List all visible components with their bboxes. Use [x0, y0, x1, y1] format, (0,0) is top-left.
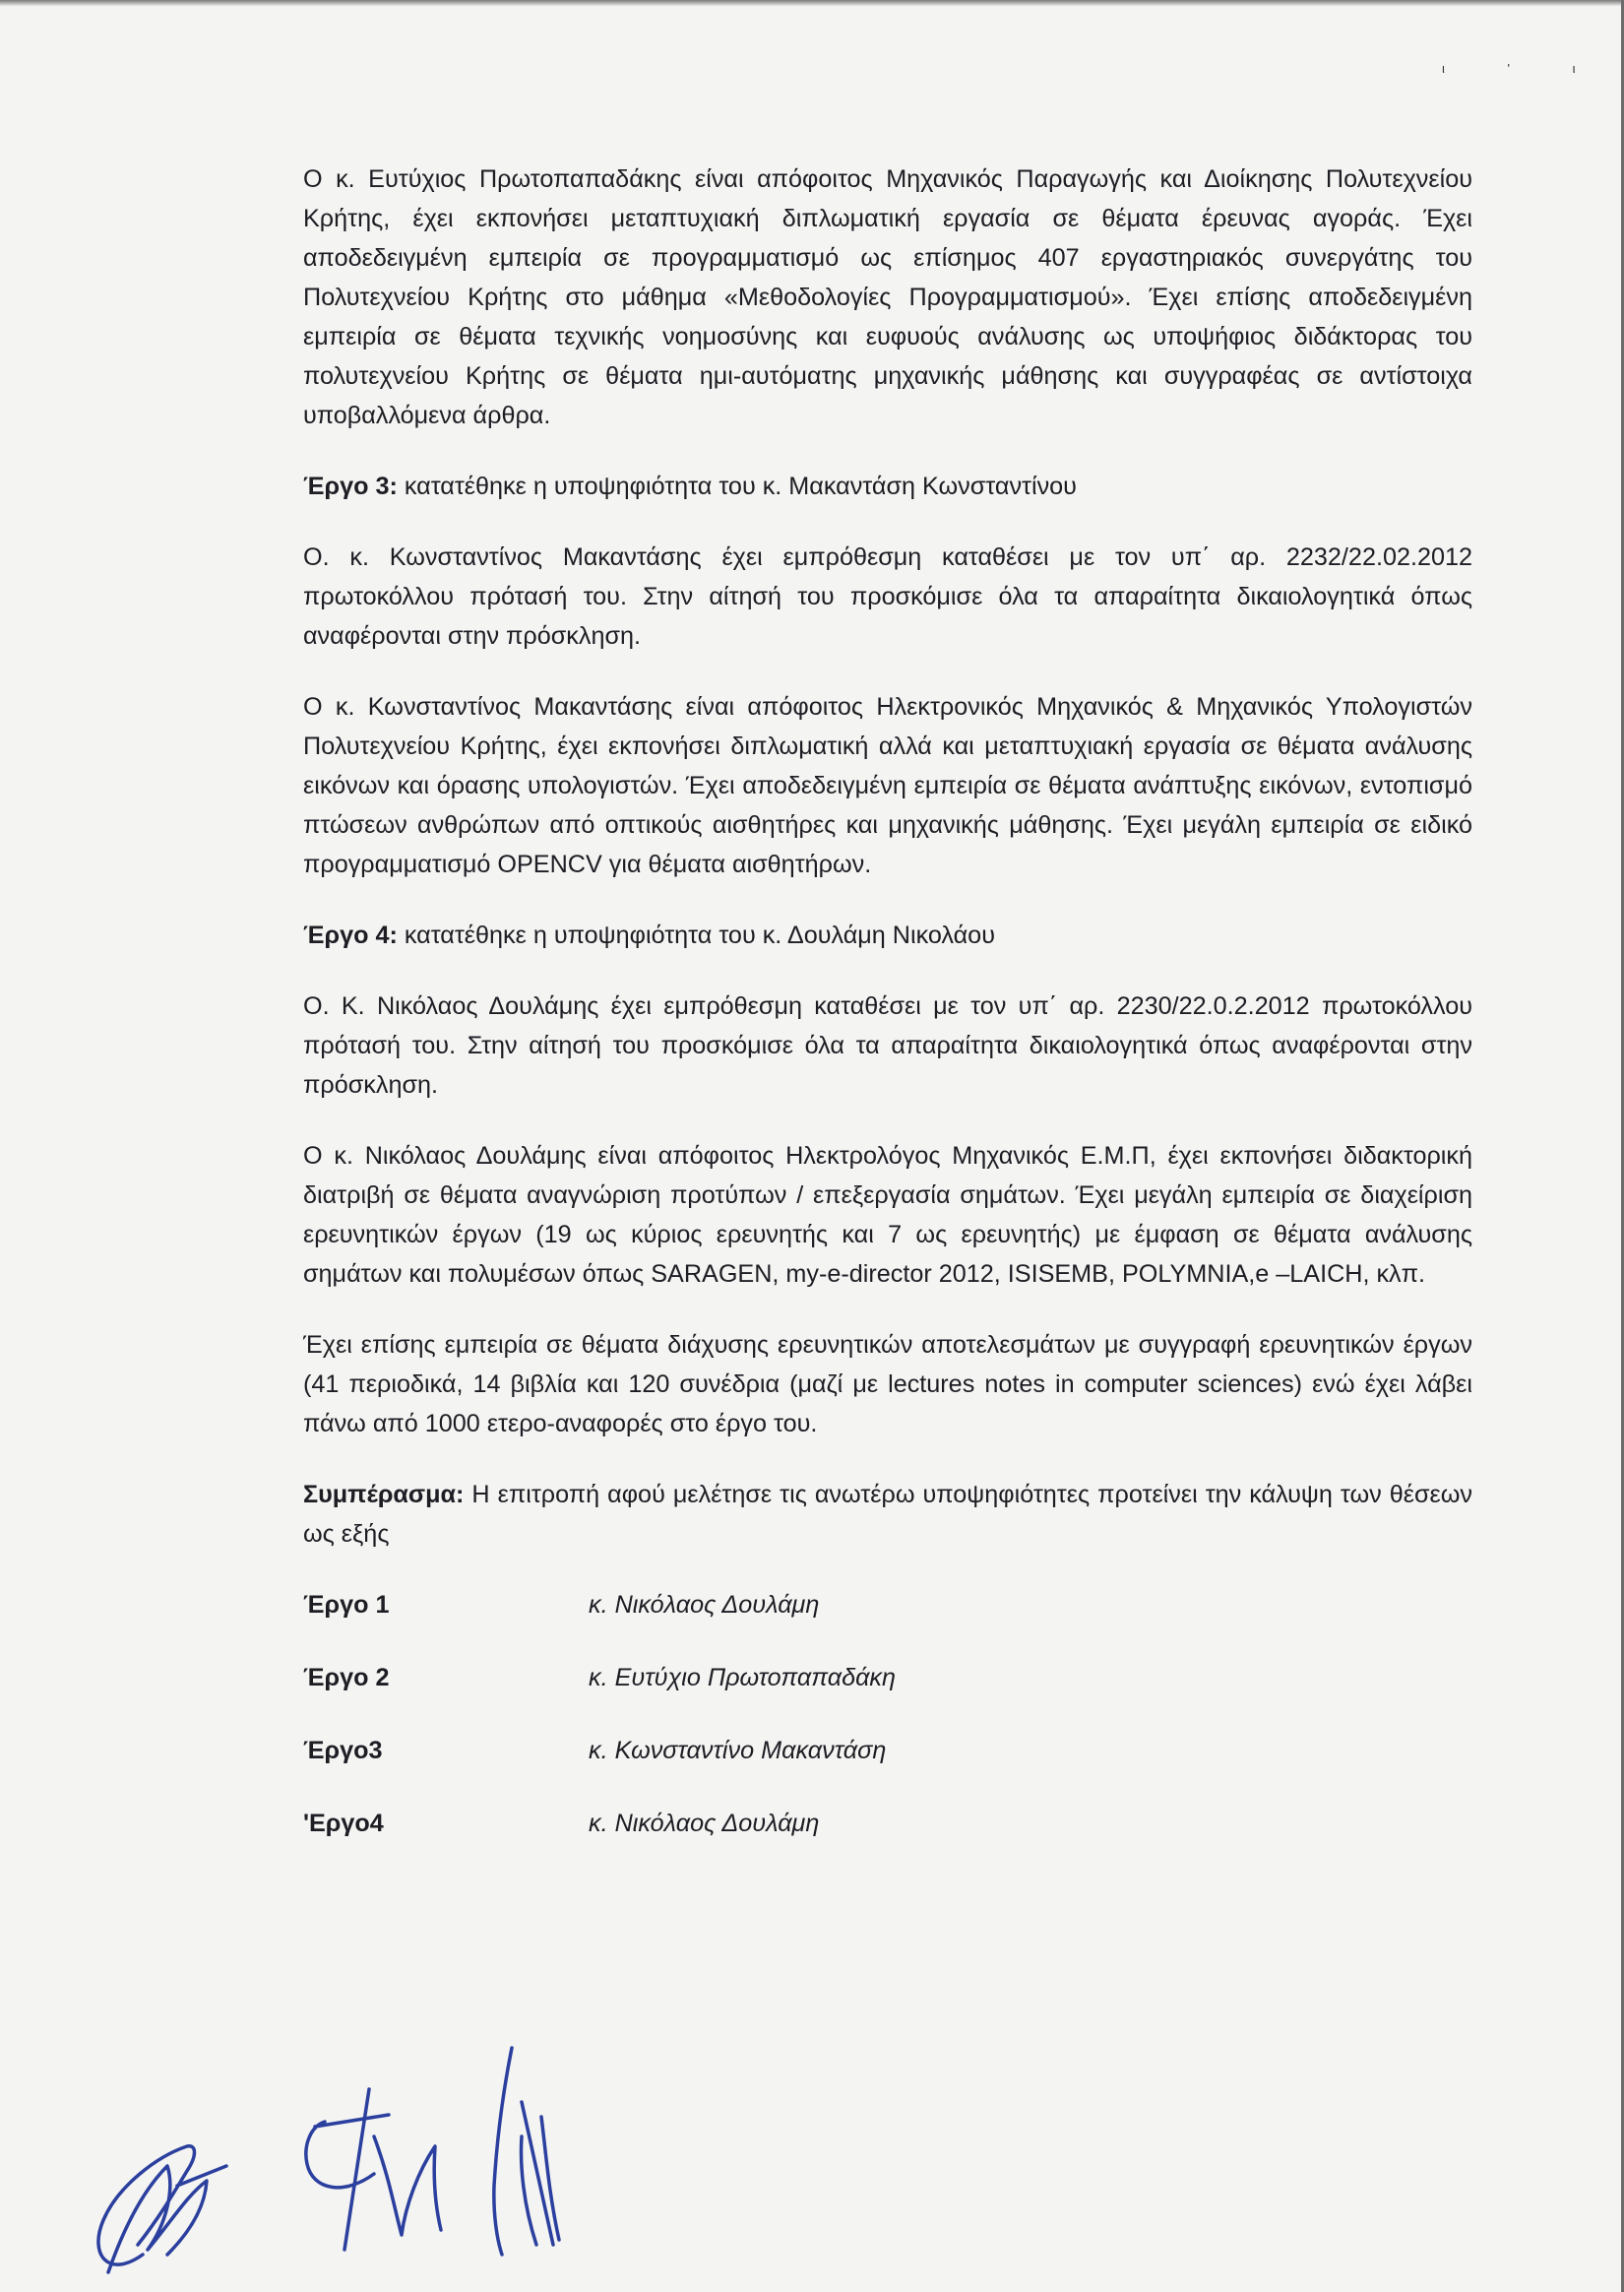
document-body — [303, 159, 1472, 1877]
heading-erga-3-text: κατατέθηκε η υποψηφιότητα του κ. Μακαντάση Κωνσταντίνου — [397, 473, 1077, 500]
assignment-project: Έργο 2 — [303, 1664, 390, 1691]
assignment-row — [303, 1585, 1472, 1624]
heading-erga-4-text: κατατέθηκε η υποψηφιότητα του κ. Δουλάμη Νικολάου — [397, 922, 995, 949]
paragraph-doulamis-publications: Έχει επίσης εμπειρία σε θέματα διάχυσης ερευνητικών αποτελεσμάτων με συγγραφή ερευνητικών έργων (41 περιοδικά, 14 βιβλία και 120 συνέδρια (μαζί με lectures notes in computer sciences) ενώ έχει λάβει πάνω από 1000 ετερο-αναφορές στο έργο του. — [303, 1331, 1472, 1437]
assignment-row — [303, 1731, 1472, 1770]
assignment-project: Έργο3 — [303, 1737, 383, 1764]
assignment-project: 'Εργο4 — [303, 1810, 384, 1837]
paragraph-conclusion — [303, 1475, 1472, 1554]
paragraph-protopapadakis-bio: Ο κ. Ευτύχιος Πρωτοπαπαδάκης είναι απόφοιτος Μηχανικός Παραγωγής και Διοίκησης Πολυτεχνείου Κρήτης, έχει εκπονήσει μεταπτυχιακή διπλωματική εργασία σε θέματα έρευνας αγοράς. Έχει αποδεδειγμένη εμπειρία σε προγραμματισμό ως επίσημος 407 εργαστηριακός συνεργάτης του Πολυτεχνείου Κρήτης στο μάθημα «Μεθοδολογίες Προγραμματισμού». Έχει επίσης αποδεδειγμένη εμπειρία σε θέματα τεχνικής νοημοσύνης και ευφυούς ανάλυσης ως υποψήφιος διδάκτορας του πολυτεχνείου Κρήτης σε θέματα ημι-αυτόματης μηχανικής μάθησης και συγγραφέας σε αντίστοιχα υποβαλλόμενα άρθρα. — [303, 165, 1472, 429]
heading-erga-4-label: Έργο 4: — [303, 922, 398, 949]
assignment-row — [303, 1658, 1472, 1697]
assignment-name: κ. Κωνσταντίνο Μακαντάση — [589, 1737, 887, 1764]
assignment-project: Έργο 1 — [303, 1591, 390, 1619]
assignment-row — [303, 1804, 1472, 1843]
heading-erga-4 — [303, 916, 1472, 955]
paragraph-makantasis-submission: Ο. κ. Κωνσταντίνος Μακαντάσης έχει εμπρόθεσμη καταθέσει με τον υπ΄ αρ. 2232/22.02.2012 πρωτοκόλλου πρότασή του. Στην αίτησή του προσκόμισε όλα τα απαραίτητα δικαιολογητικά όπως αναφέρονται στην πρόσκληση. — [303, 543, 1472, 650]
assignment-name: κ. Νικόλαος Δουλάμη — [589, 1591, 820, 1619]
conclusion-label: Συμπέρασμα: — [303, 1481, 465, 1508]
handwritten-signatures — [49, 2008, 600, 2284]
paragraph-makantasis-bio: Ο κ. Κωνσταντίνος Μακαντάσης είναι απόφοιτος Ηλεκτρονικός Μηχανικός & Μηχανικός Υπολογιστών Πολυτεχνείου Κρήτης, έχει εκπονήσει διπλωματική αλλά και μεταπτυχιακή εργασία σε θέματα ανάλυσης εικόνων και όρασης υπολογιστών. Έχει αποδεδειγμένη εμπειρία σε θέματα ανάπτυξης εικόνων, εντοπισμό πτώσεων ανθρώπων από οπτικούς αισθητήρες και μηχανικής μάθησης. Έχει μεγάλη εμπειρία σε ειδικό προγραμματισμό OPENCV για θέματα αισθητήρων. — [303, 693, 1472, 878]
conclusion-text: Η επιτροπή αφού μελέτησε τις ανωτέρω υποψηφιότητες προτείνει την κάλυψη των θέσεων ως εξής — [303, 1481, 1472, 1548]
heading-erga-3-label: Έργο 3: — [303, 473, 398, 500]
paragraph-doulamis-bio: Ο κ. Νικόλαος Δουλάμης είναι απόφοιτος Ηλεκτρολόγος Μηχανικός Ε.Μ.Π, έχει εκπονήσει διδακτορική διατριβή σε θέματα αναγνώριση προτύπων / επεξεργασία σημάτων. Έχει μεγάλη εμπειρία σε διαχείριση ερευνητικών έργων (19 ως κύριος ερευνητής και 7 ως ερευνητής) με έμφαση σε θέματα ανάλυσης σημάτων και πολυμέσων όπως SARAGEN, my-e-director 2012, ISISEMB, POLYMNIA,e –LAICH, κλπ. — [303, 1142, 1472, 1288]
assignment-name: κ. Νικόλαος Δουλάμη — [589, 1810, 820, 1837]
heading-erga-3 — [303, 467, 1472, 506]
signature-2 — [306, 2089, 441, 2250]
signatures — [49, 2008, 600, 2284]
assignment-name: κ. Ευτύχιο Πρωτοπαπαδάκη — [589, 1664, 897, 1691]
signature-1 — [98, 2146, 226, 2272]
scan-top-edge — [0, 0, 1624, 6]
signature-3 — [494, 2048, 559, 2255]
paragraph-doulamis-submission: Ο. Κ. Νικόλαος Δουλάμης έχει εμπρόθεσμη καταθέσει με τον υπ΄ αρ. 2230/22.0.2.2012 πρωτοκόλλου πρότασή του. Στην αίτησή του προσκόμισε όλα τα απαραίτητα δικαιολογητικά όπως αναφέρονται στην πρόσκληση. — [303, 992, 1472, 1099]
page-marks: ι ' ι — [1442, 61, 1605, 76]
assignment-list — [303, 1585, 1472, 1843]
